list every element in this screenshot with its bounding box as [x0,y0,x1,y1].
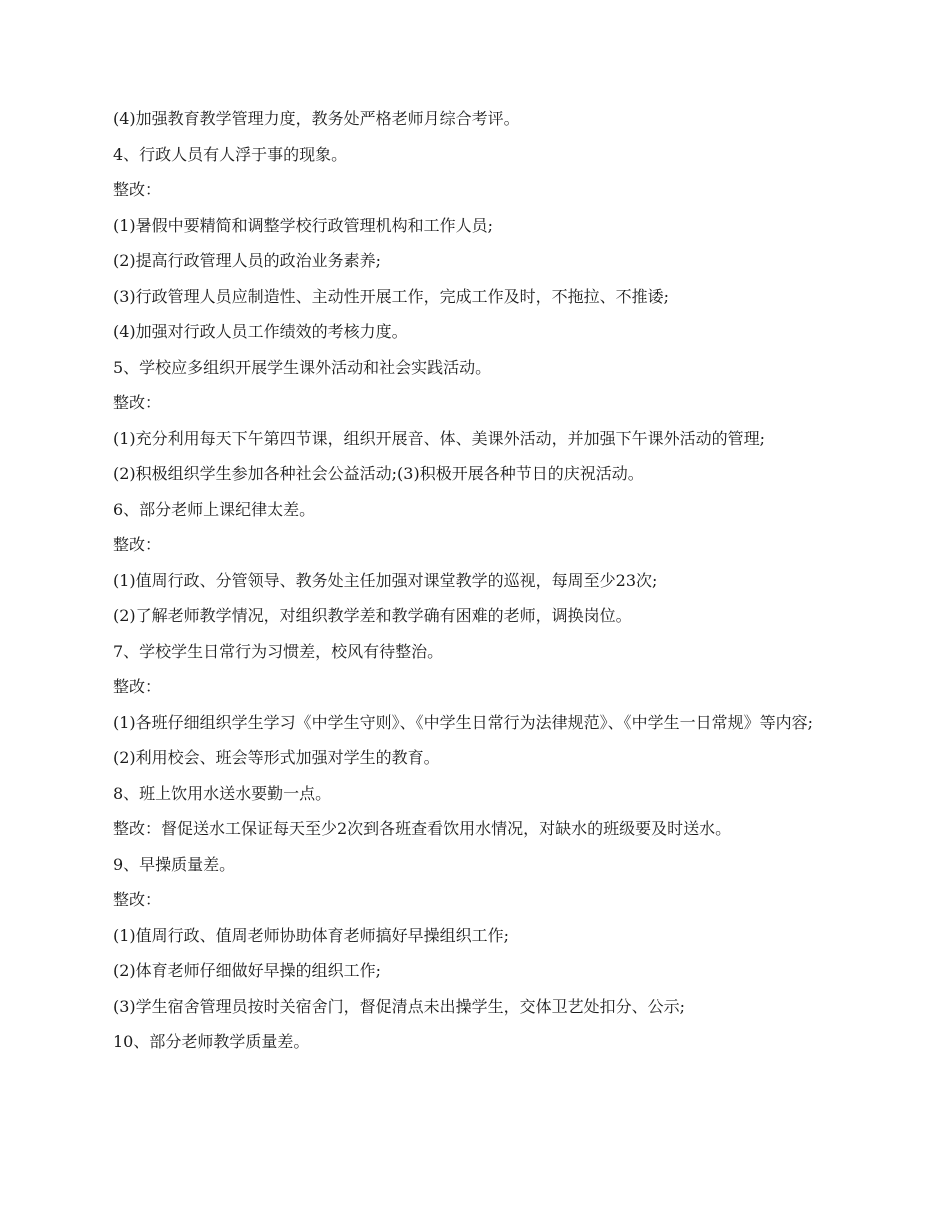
paragraph: (2)体育老师仔细做好早操的组织工作; [113,961,382,980]
section-heading: 8、班上饮用水送水要勤一点。 [113,783,332,803]
section-heading: 10、部分老师教学质量差。 [113,1032,310,1051]
section-heading: 6、部分老师上课纪律太差。 [113,499,316,519]
paragraph: (2)提高行政管理人员的政治业务素养; [113,251,382,270]
paragraph: (2)利用校会、班会等形式加强对学生的教育。 [113,748,440,767]
paragraph: (1)值周行政、分管领导、教务处主任加强对课堂教学的巡视，每周至少23次; [113,570,658,590]
section-heading: 4、行政人员有人浮于事的现象。 [113,144,348,164]
section-heading: 5、学校应多组织开展学生课外活动和社会实践活动。 [113,357,492,377]
paragraph: (1)充分利用每天下午第四节课，组织开展音、体、美课外活动，并加强下午课外活动的管理; [113,428,766,448]
section-heading: 7、学校学生日常行为习惯差，校风有待整治。 [113,641,444,661]
paragraph: (3)行政管理人员应制造性、主动性开展工作，完成工作及时，不拖拉、不推诿; [113,286,670,306]
rectification-label: 整改： [113,677,162,696]
paragraph: 整改：督促送水工保证每天至少2次到各班查看饮用水情况，对缺水的班级要及时送水。 [113,819,732,838]
paragraph: (4)加强对行政人员工作绩效的考核力度。 [113,322,408,341]
rectification-label: 整改： [113,393,162,412]
document-body [113,109,843,1068]
paragraph: (2)积极组织学生参加各种社会公益活动;(3)积极开展各种节日的庆祝活动。 [113,464,644,483]
rectification-label: 整改： [113,180,162,199]
paragraph: (3)学生宿舍管理员按时关宿舍门，督促清点未出操学生，交体卫艺处扣分、公示; [113,996,686,1016]
paragraph: (1)各班仔细组织学生学习《中学生守则》、《中学生日常行为法律规范》、《中学生一日常规》等内容; [113,712,814,732]
paragraph: (1)暑假中要精简和调整学校行政管理机构和工作人员; [113,215,494,235]
paragraph: (2)了解老师教学情况，对组织教学差和教学确有困难的老师，调换岗位。 [113,606,632,625]
rectification-label: 整改： [113,535,162,554]
rectification-label: 整改： [113,890,162,909]
paragraph: (1)值周行政、值周老师协助体育老师搞好早操组织工作; [113,925,510,945]
paragraph: (4)加强教育教学管理力度，教务处严格老师月综合考评。 [113,109,520,128]
section-heading: 9、早操质量差。 [113,854,236,874]
